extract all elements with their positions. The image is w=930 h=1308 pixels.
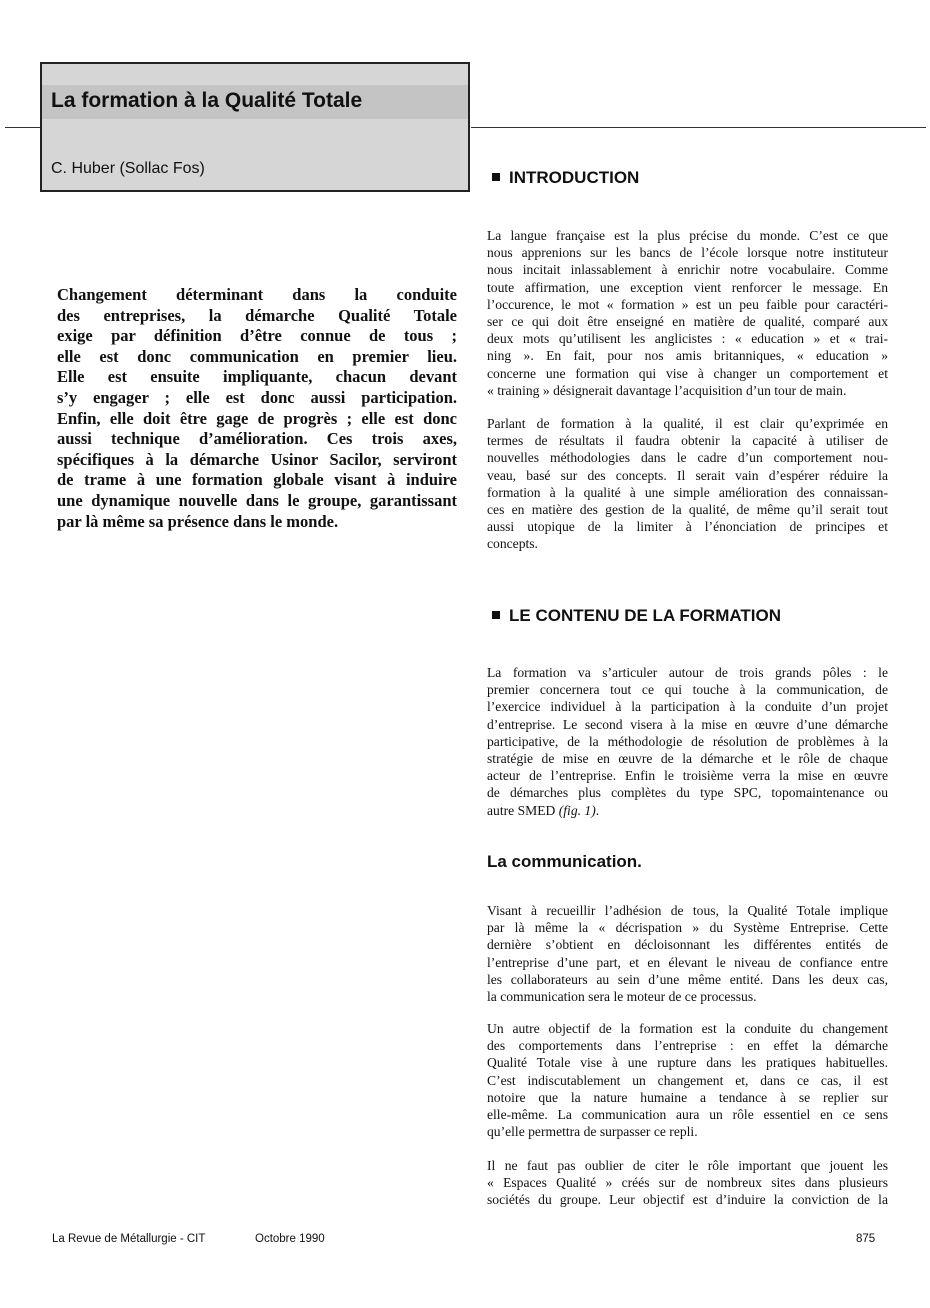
text-line: ser ce qui doit être enseigné en matière de qualité, comparé aux	[487, 314, 888, 330]
text-line: Visant à recueillir l’adhésion de tous, la Qualité Totale implique	[487, 903, 888, 918]
text-line: nouvelles méthodologies dans le cadre d’un comportement nou-	[487, 450, 888, 466]
communication-paragraph-3	[487, 1157, 888, 1209]
abstract-line: spécifiques à la démarche Usinor Sacilor, serviront	[57, 449, 457, 469]
section-heading-text: LE CONTENU DE LA FORMATION	[509, 606, 781, 625]
text-line: de démarches plus complètes du type SPC, topomaintenance ou	[487, 785, 888, 801]
footer-date: Octobre 1990	[255, 1233, 325, 1245]
text-line: Il ne faut pas oublier de citer le rôle important que jouent les	[487, 1158, 888, 1173]
text-line: deux mots qu’utilisent les anglicistes : « education » et « trai-	[487, 331, 888, 347]
communication-paragraph-1	[487, 902, 888, 1005]
text-line: Un autre objectif de la formation est la conduite du changement	[487, 1021, 888, 1036]
abstract-line: Elle est ensuite impliquante, chacun devant	[57, 367, 457, 387]
abstract-line: elle est donc communication en premier lieu.	[57, 346, 457, 366]
text-fragment: .	[595, 802, 600, 818]
text-line: premier concernera tout ce qui touche à la communication, de	[487, 682, 888, 698]
heading-bullet-icon	[492, 173, 500, 181]
text-line: des comportements dans l’entreprise : en effet la démarche	[487, 1038, 888, 1054]
abstract-line: une dynamique nouvelle dans le groupe, garantissant	[57, 490, 457, 510]
text-line: La langue française est la plus précise du monde. C’est ce que	[487, 228, 888, 243]
abstract-line: Changement déterminant dans la conduite	[57, 285, 457, 304]
text-line: l’occurence, le mot « formation » est un peu faible pour caractéri-	[487, 296, 888, 312]
text-line: Qualité Totale vise à une rupture dans les pratiques habituelles.	[487, 1055, 888, 1071]
text-line: d’entreprise. Le second visera à la mise en œuvre d’une démarche	[487, 716, 888, 732]
text-line: aussi utopique de la limiter à l’énonciation de principes et	[487, 519, 888, 535]
text-line: les collaborateurs au sein d’une même entité. Dans les deux cas,	[487, 971, 888, 987]
abstract-line: de trame à une formation globale visant à induire	[57, 470, 457, 490]
abstract-line: des entreprises, la démarche Qualité Totale	[57, 305, 457, 325]
text-line: veau, basé sur des concepts. Il serait vain d’espérer réduire la	[487, 467, 888, 483]
text-line: notoire que la nature humaine a tendance à se replier sur	[487, 1089, 888, 1105]
text-line: l’entreprise d’une part, et en élevant le niveau de confiance entre	[487, 954, 888, 970]
article-title: La formation à la Qualité Totale	[51, 89, 363, 112]
text-line	[487, 802, 888, 819]
text-line: termes de résultats il faudra obtenir la capacité à utiliser de	[487, 433, 888, 449]
abstract-line: exige par définition d’être connue de tous ;	[57, 326, 457, 346]
abstract-line: Enfin, elle doit être gage de progrès ; elle est donc	[57, 408, 457, 428]
footer-journal: La Revue de Métallurgie - CIT	[52, 1233, 206, 1245]
text-line: la communication sera le moteur de ce processus.	[487, 989, 757, 1005]
figure-reference: (fig. 1)	[558, 802, 596, 818]
subsection-heading-communication: La communication.	[487, 852, 642, 871]
text-line: C’est indiscutablement un changement et, dans ce cas, il est	[487, 1072, 888, 1088]
text-fragment: autre SMED	[487, 802, 559, 818]
text-line: concepts.	[487, 536, 538, 552]
introduction-paragraph-1	[487, 227, 888, 399]
title-box	[40, 62, 470, 192]
text-line: ning ». En fait, pour nos amis britanniques, « education »	[487, 348, 888, 364]
text-line: Parlant de formation à la qualité, il est clair qu’exprimée en	[487, 416, 888, 431]
text-line: ces en matière des gestion de la qualité, de même qu’il serait tout	[487, 502, 888, 518]
section-heading-introduction	[492, 168, 639, 188]
text-line: toute affirmation, une exception vient renforcer le message. En	[487, 279, 888, 295]
contenu-paragraph-1	[487, 664, 888, 819]
text-line: dernière s’obtient en décloisonnant les différentes entités de	[487, 937, 888, 953]
heading-bullet-icon	[492, 611, 500, 619]
abstract-line: par là même sa présence dans le monde.	[57, 511, 339, 531]
text-line: formation à la qualité à une simple amélioration des connaissan-	[487, 484, 888, 500]
header-rule-left	[5, 127, 41, 128]
abstract-line: s’y engager ; elle est donc aussi participation.	[57, 387, 457, 407]
abstract	[57, 285, 457, 532]
text-line: l’exercice individuel à la participation à la conduite d’un projet	[487, 699, 888, 715]
text-line: La formation va s’articuler autour de trois grands pôles : le	[487, 665, 888, 680]
page-number: 875	[856, 1233, 876, 1245]
section-heading-contenu	[492, 606, 781, 626]
introduction-paragraph-2	[487, 415, 888, 553]
text-line: qu’elle permettra de surpasser ce repli.	[487, 1124, 698, 1140]
section-heading-text: INTRODUCTION	[509, 168, 640, 187]
text-line: elle-même. La communication aura un rôle essentiel en ce sens	[487, 1107, 888, 1123]
text-line: « training » désignerait davantage l’acquisition d’un tour de main.	[487, 382, 847, 398]
text-line: stratégie de mise en œuvre de la démarche et le rôle de chaque	[487, 751, 888, 767]
header-rule-right	[471, 127, 926, 128]
communication-paragraph-2	[487, 1020, 888, 1140]
text-line: nous incitait inlassablement à enrichir notre vocabulaire. Comme	[487, 262, 888, 278]
text-line: par là même la « décrispation » du Système Entreprise. Cette	[487, 920, 888, 936]
text-line: sociétés du groupe. Leur objectif est d’induire la conviction de la	[487, 1192, 888, 1208]
text-line: acteur de l’entreprise. Enfin le troisième verra la mise en œuvre	[487, 768, 888, 784]
text-line: concerne une formation qui vise à changer un comportement et	[487, 365, 888, 381]
article-author: C. Huber (Sollac Fos)	[51, 160, 205, 177]
text-line: participative, de la méthodologie de résolution de problèmes à la	[487, 733, 888, 749]
text-line: « Espaces Qualité » créés sur de nombreux sites dans plusieurs	[487, 1175, 888, 1191]
text-line: nous apprenions sur les bancs de l’école lorsque notre instituteur	[487, 245, 888, 261]
abstract-line: aussi technique d’amélioration. Ces trois axes,	[57, 429, 457, 449]
